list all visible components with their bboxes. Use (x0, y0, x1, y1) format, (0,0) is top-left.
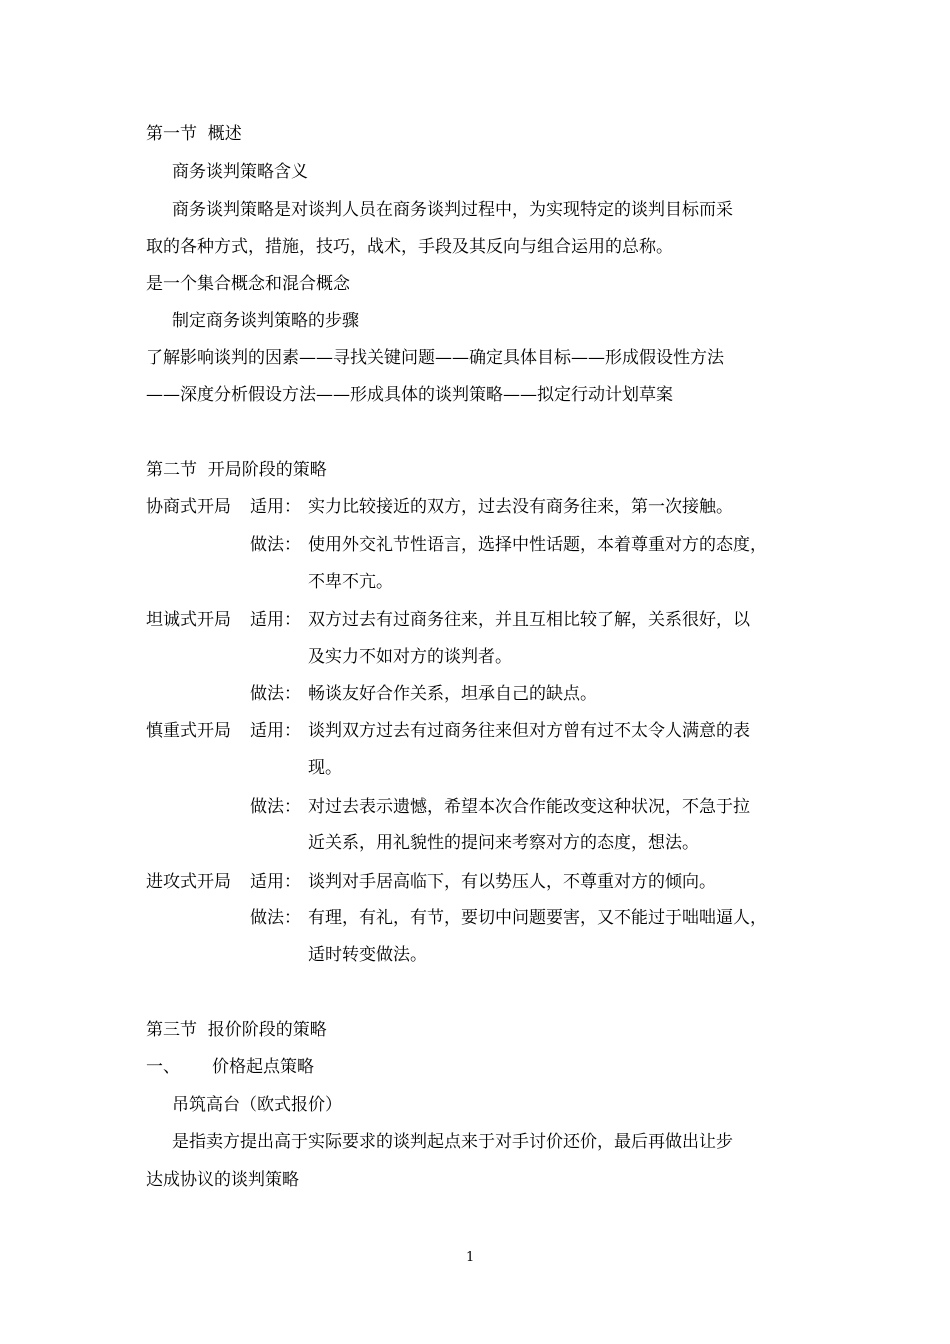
method-text: 畅谈友好合作关系，坦承自己的缺点。 (308, 684, 597, 704)
method-text: 适时转变做法。 (308, 945, 427, 965)
apply-label: 适用： (250, 610, 301, 630)
strategy-name: 坦诚式开局 (146, 610, 231, 630)
method-label: 做法： (250, 684, 301, 704)
method-label: 做法： (250, 797, 301, 817)
steps-heading: 制定商务谈判策略的步骤 (172, 311, 359, 331)
section3-heading: 第三节 报价阶段的策略 (146, 1020, 327, 1040)
strategy-name: 慎重式开局 (146, 721, 231, 741)
method-text: 有理，有礼，有节，要切中问题要害，又不能过于咄咄逼人， (308, 908, 767, 928)
page-number: 1 (466, 1250, 475, 1265)
definition-line-1: 商务谈判策略是对谈判人员在商务谈判过程中，为实现特定的谈判目标而采 (172, 200, 733, 220)
definition-line-2: 取的各种方式，措施，技巧，战术，手段及其反向与组合运用的总称。 (146, 237, 673, 257)
method-text: 近关系，用礼貌性的提问来考察对方的态度，想法。 (308, 833, 699, 853)
list-item-title: 价格起点策略 (212, 1057, 314, 1077)
description-line-2: 达成协议的谈判策略 (146, 1170, 299, 1190)
method-label: 做法： (250, 908, 301, 928)
apply-text: 双方过去有过商务往来，并且互相比较了解，关系很好，以 (308, 610, 750, 630)
section1-heading: 第一节 概述 (146, 124, 242, 144)
steps-line-2: ——深度分析假设方法——形成具体的谈判策略——拟定行动计划草案 (146, 385, 673, 405)
method-text: 对过去表示遗憾，希望本次合作能改变这种状况，不急于拉 (308, 797, 750, 817)
strategy-name: 进攻式开局 (146, 872, 231, 892)
steps-line-1: 了解影响谈判的因素——寻找关键问题——确定具体目标——形成假设性方法 (146, 348, 724, 368)
apply-label: 适用： (250, 721, 301, 741)
method-label: 做法： (250, 535, 301, 555)
apply-label: 适用： (250, 872, 301, 892)
section2-heading: 第二节 开局阶段的策略 (146, 460, 327, 480)
strategy-name: 协商式开局 (146, 497, 231, 517)
apply-text: 谈判双方过去有过商务往来但对方曾有过不太令人满意的表 (308, 721, 750, 741)
section1-subheading: 商务谈判策略含义 (172, 162, 308, 182)
method-text: 不卑不亢。 (308, 572, 393, 592)
list-marker: 一、 (146, 1057, 180, 1077)
description-line-1: 是指卖方提出高于实际要求的谈判起点来于对手讨价还价，最后再做出让步 (172, 1132, 733, 1152)
apply-text: 实力比较接近的双方，过去没有商务往来，第一次接触。 (308, 497, 733, 517)
apply-text: 谈判对手居高临下，有以势压人，不尊重对方的倾向。 (308, 872, 716, 892)
section3-subheading: 吊筑高台（欧式报价） (172, 1095, 342, 1115)
apply-label: 适用： (250, 497, 301, 517)
concept-note: 是一个集合概念和混合概念 (146, 274, 350, 294)
method-text: 使用外交礼节性语言，选择中性话题，本着尊重对方的态度， (308, 535, 767, 555)
apply-text: 及实力不如对方的谈判者。 (308, 647, 512, 667)
apply-text: 现。 (308, 758, 342, 778)
